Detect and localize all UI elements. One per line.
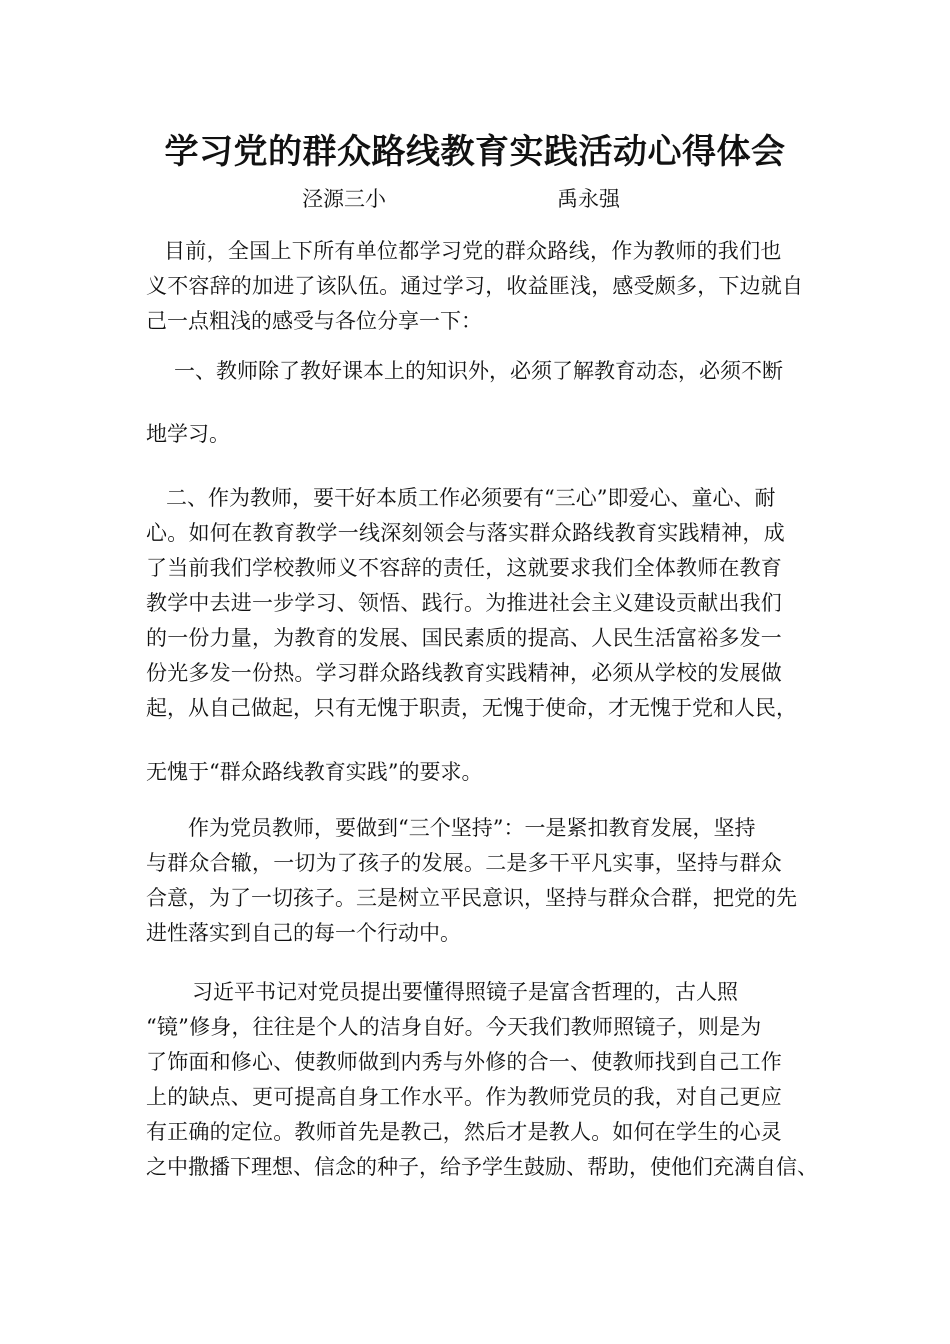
- paragraph-line: “镜”修身，往往是个人的洁身自好。今天我们教师照镜子，则是为: [146, 1015, 762, 1039]
- paragraph-line: 有正确的定位。教师首先是教己，然后才是教人。如何在学生的心灵: [146, 1120, 782, 1144]
- paragraph-line: 了饰面和修心、使教师做到内秀与外修的合一、使教师找到自己工作: [146, 1050, 782, 1074]
- paragraph-line: 义不容辞的加进了该队伍。通过学习，收益匪浅，感受颇多，下边就自: [146, 274, 804, 298]
- paragraph-line: 进性落实到自己的每一个行动中。: [146, 921, 461, 945]
- paragraph-line: 习近平书记对党员提出要懂得照镜子是富含哲理的，古人照: [192, 980, 738, 1004]
- paragraph-line: 目前，全国上下所有单位都学习党的群众路线，作为教师的我们也: [164, 239, 782, 263]
- paragraph-line: 无愧于“群众路线教育实践”的要求。: [146, 760, 483, 784]
- paragraph-line: 份光多发一份热。学习群众路线教育实践精神，必须从学校的发展做: [146, 661, 782, 685]
- paragraph-line: 与群众合辙，一切为了孩子的发展。二是多干平凡实事，坚持与群众: [146, 851, 782, 875]
- paragraph-line: 地学习。: [146, 422, 230, 446]
- document-title: 学习党的群众路线教育实践活动心得体会: [164, 132, 786, 172]
- paragraph-line: 上的缺点、更可提高自身工作水平。作为教师党员的我，对自己更应: [146, 1085, 782, 1109]
- paragraph-line: 的一份力量，为教育的发展、国民素质的提高、人民生活富裕多发一: [146, 626, 782, 650]
- school-name: 泾源三小: [302, 187, 386, 211]
- author-name: 禹永强: [557, 187, 620, 211]
- paragraph-line: 教学中去进一步学习、领悟、践行。为推进社会主义建设贡献出我们: [146, 591, 782, 615]
- paragraph-line: 二、作为教师，要干好本质工作必须要有“三心”即爱心、童心、耐: [166, 486, 776, 510]
- paragraph-line: 合意，为了一切孩子。三是树立平民意识，坚持与群众合群，把党的先: [146, 886, 797, 910]
- paragraph-line: 之中撒播下理想、信念的种子，给予学生鼓励、帮助，使他们充满自信、: [146, 1155, 818, 1179]
- paragraph-line: 一、教师除了教好课本上的知识外，必须了解教育动态，必须不断: [174, 359, 783, 383]
- paragraph-line: 己一点粗浅的感受与各位分享一下：: [146, 309, 482, 333]
- paragraph-line: 起，从自己做起，只有无愧于职责，无愧于使命，才无愧于党和人民，: [146, 696, 797, 720]
- paragraph-line: 作为党员教师，要做到“三个坚持”：一是紧扣教育发展，坚持: [188, 816, 756, 840]
- paragraph-line: 了当前我们学校教师义不容辞的责任，这就要求我们全体教师在教育: [146, 556, 782, 580]
- paragraph-line: 心。如何在教育教学一线深刻领会与落实群众路线教育实践精神，成: [146, 521, 785, 545]
